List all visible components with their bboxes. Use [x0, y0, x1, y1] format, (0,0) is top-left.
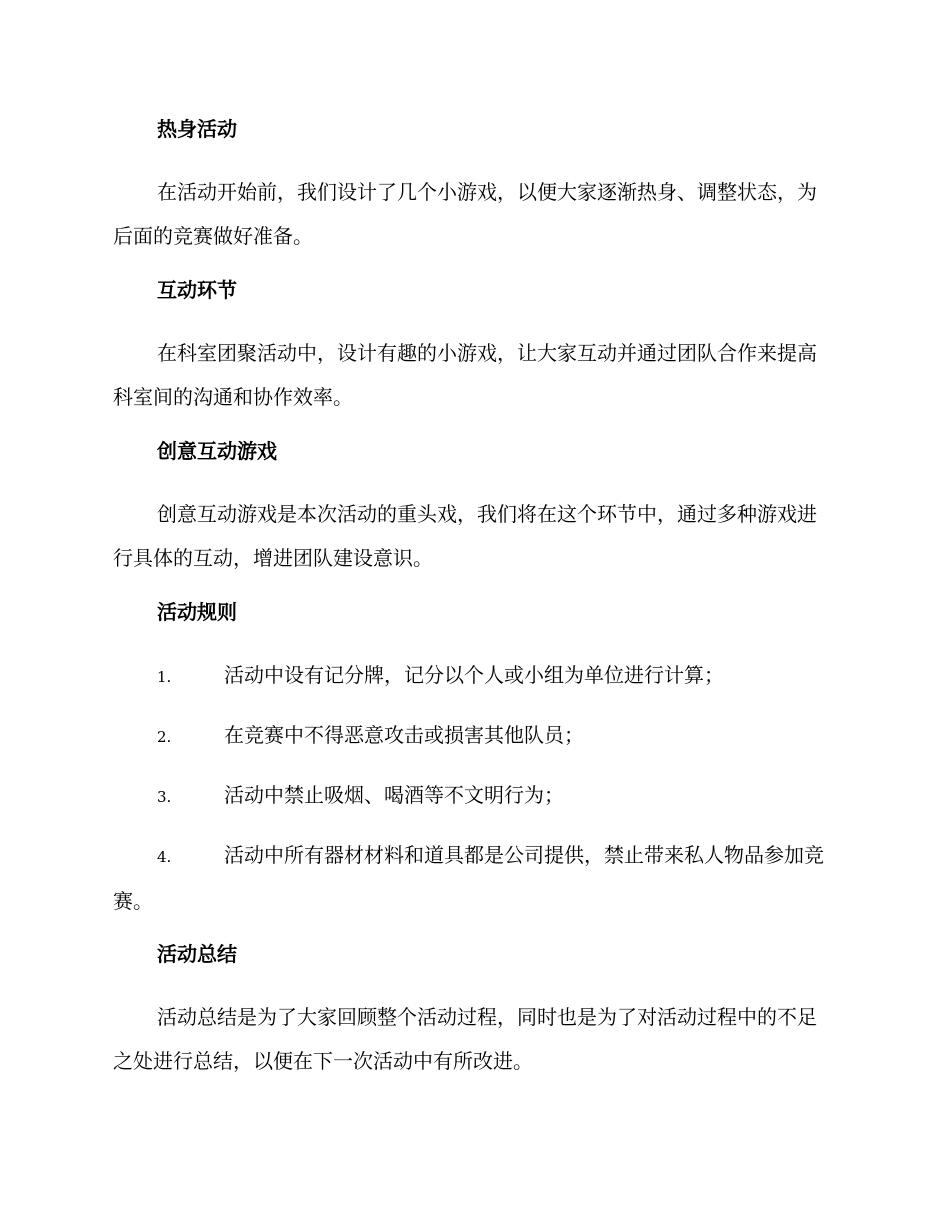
list-item-text: 活动中设有记分牌，记分以个人或小组为单位进行计算；	[224, 663, 724, 687]
section-paragraph-interaction: 在科室团聚活动中，设计有趣的小游戏，让大家互动并通过团队合作来提高科室间的沟通和协作效率。	[113, 341, 817, 409]
section-paragraph-warmup: 在活动开始前，我们设计了几个小游戏，以便大家逐渐热身、调整状态，为后面的竞赛做好准备。	[113, 180, 817, 248]
list-item-text: 在竞赛中不得恶意攻击或损害其他队员；	[224, 723, 584, 747]
section-heading-creative-games: 创意互动游戏	[157, 439, 277, 463]
list-item-number: 4.	[157, 848, 172, 866]
section-heading-interaction: 互动环节	[157, 278, 237, 302]
section-paragraph-creative-games: 创意互动游戏是本次活动的重头戏，我们将在这个环节中，通过多种游戏进行具体的互动，增进团队建设意识。	[113, 502, 817, 570]
section-paragraph-summary: 活动总结是为了大家回顾整个活动过程，同时也是为了对活动过程中的不足之处进行总结，以便在下一次活动中有所改进。	[113, 1005, 817, 1073]
list-item-text: 活动中禁止吸烟、喝酒等不文明行为；	[224, 783, 564, 807]
list-item-number: 2.	[157, 728, 172, 746]
document-content	[113, 112, 833, 1098]
list-item-text: 活动中所有器材材料和道具都是公司提供，禁止带来私人物品参加竞赛。	[113, 843, 824, 913]
section-heading-warmup: 热身活动	[157, 117, 237, 141]
list-item-number: 3.	[157, 788, 172, 806]
list-item	[113, 833, 833, 923]
section-heading-rules: 活动规则	[157, 600, 237, 624]
list-item	[113, 653, 833, 699]
rules-list	[113, 653, 833, 923]
list-item	[113, 713, 833, 759]
section-heading-summary: 活动总结	[157, 942, 237, 966]
list-item-number: 1.	[157, 668, 172, 686]
list-item	[113, 773, 833, 819]
